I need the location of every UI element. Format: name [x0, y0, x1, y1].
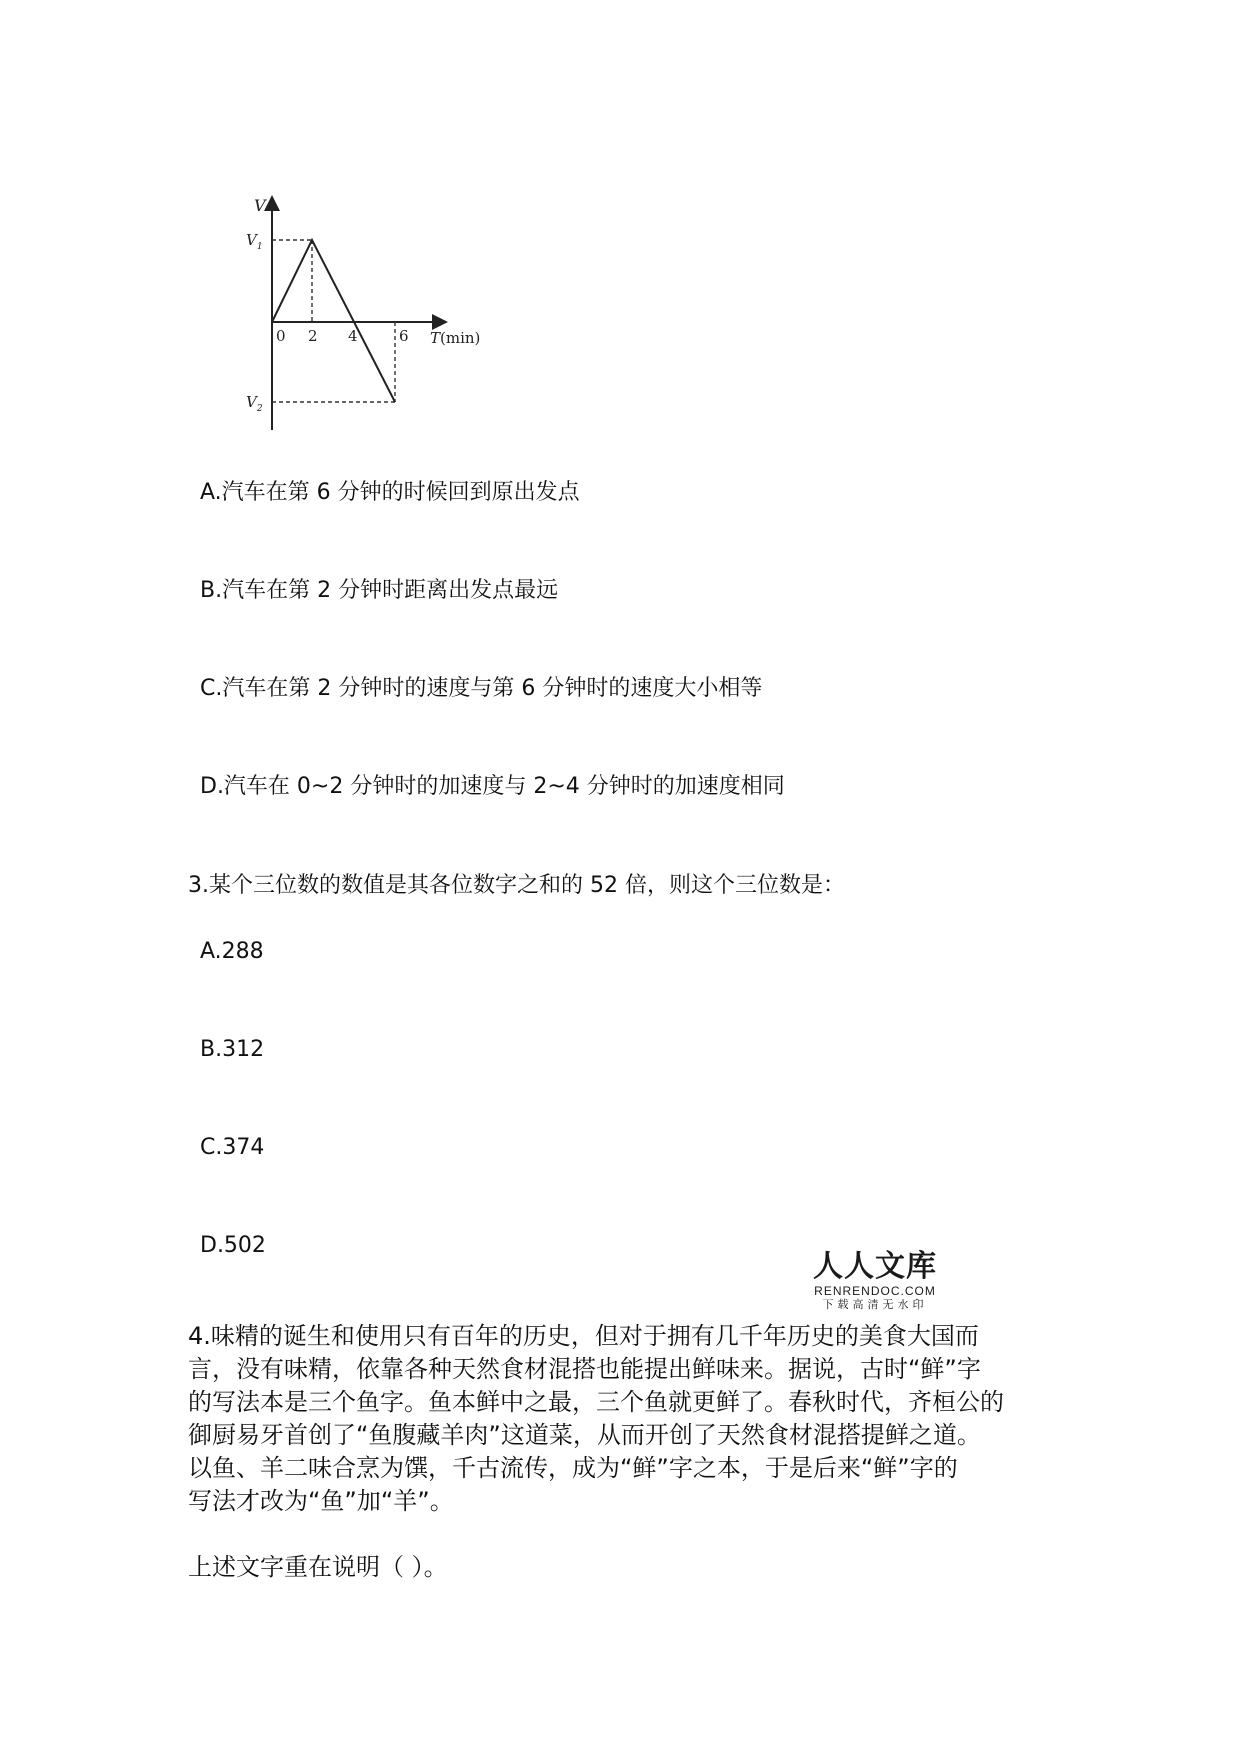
v2-label: $V_2$ — [246, 393, 263, 414]
q4-line-3: 的写法本是三个鱼字。鱼本鲜中之最，三个鱼就更鲜了。春秋时代，齐桓公的 — [188, 1388, 1004, 1416]
q2-option-d: D.汽车在 0~2 分钟时的加速度与 2~4 分钟时的加速度相同 — [200, 774, 785, 799]
watermark — [810, 1250, 940, 1312]
tick-6: 6 — [399, 327, 409, 345]
q4-line-5: 以鱼、羊二味合烹为馔，千古流传，成为“鲜”字之本，于是后来“鲜”字的 — [188, 1454, 958, 1482]
v1-label: $V_1$ — [246, 231, 263, 252]
q3-stem: 3.某个三位数的数值是其各位数字之和的 52 倍，则这个三位数是： — [188, 873, 845, 898]
q3-option-a: A.288 — [200, 939, 264, 964]
q2-option-b: B.汽车在第 2 分钟时距离出发点最远 — [200, 578, 559, 603]
watermark-tagline: 下载高清无水印 — [822, 1298, 928, 1311]
q3-option-c: C.374 — [200, 1135, 265, 1160]
q2-option-a: A.汽车在第 6 分钟的时候回到原出发点 — [200, 480, 580, 505]
velocity-time-graph — [230, 195, 500, 435]
watermark-site: RENRENDOC.COM — [814, 1284, 936, 1298]
q2-option-c: C.汽车在第 2 分钟时的速度与第 6 分钟时的速度大小相等 — [200, 676, 763, 701]
q4-line-6: 写法才改为“鱼”加“羊”。 — [188, 1487, 454, 1515]
t-axis-label: T(min) — [430, 329, 481, 347]
tick-4: 4 — [348, 327, 358, 345]
q4-question: 上述文字重在说明（ ）。 — [188, 1553, 448, 1581]
q4-line-2: 言，没有味精，依靠各种天然食材混搭也能提出鲜味来。据说，古时“鲜”字 — [188, 1355, 981, 1383]
watermark-title: 人人文库 — [813, 1249, 937, 1284]
q3-option-b: B.312 — [200, 1037, 265, 1062]
q4-passage — [188, 1320, 1068, 1518]
q4-line-4: 御厨易牙首创了“鱼腹藏羊肉”这道菜，从而开创了天然食材混搭提鲜之道。 — [188, 1421, 981, 1449]
v-axis-label: V — [254, 196, 266, 215]
q4-line-1: 4.味精的诞生和使用只有百年的历史，但对于拥有几千年历史的美食大国而 — [188, 1322, 979, 1350]
tick-2: 2 — [308, 327, 318, 345]
q3-option-d: D.502 — [200, 1233, 266, 1258]
tick-0: 0 — [276, 327, 286, 345]
